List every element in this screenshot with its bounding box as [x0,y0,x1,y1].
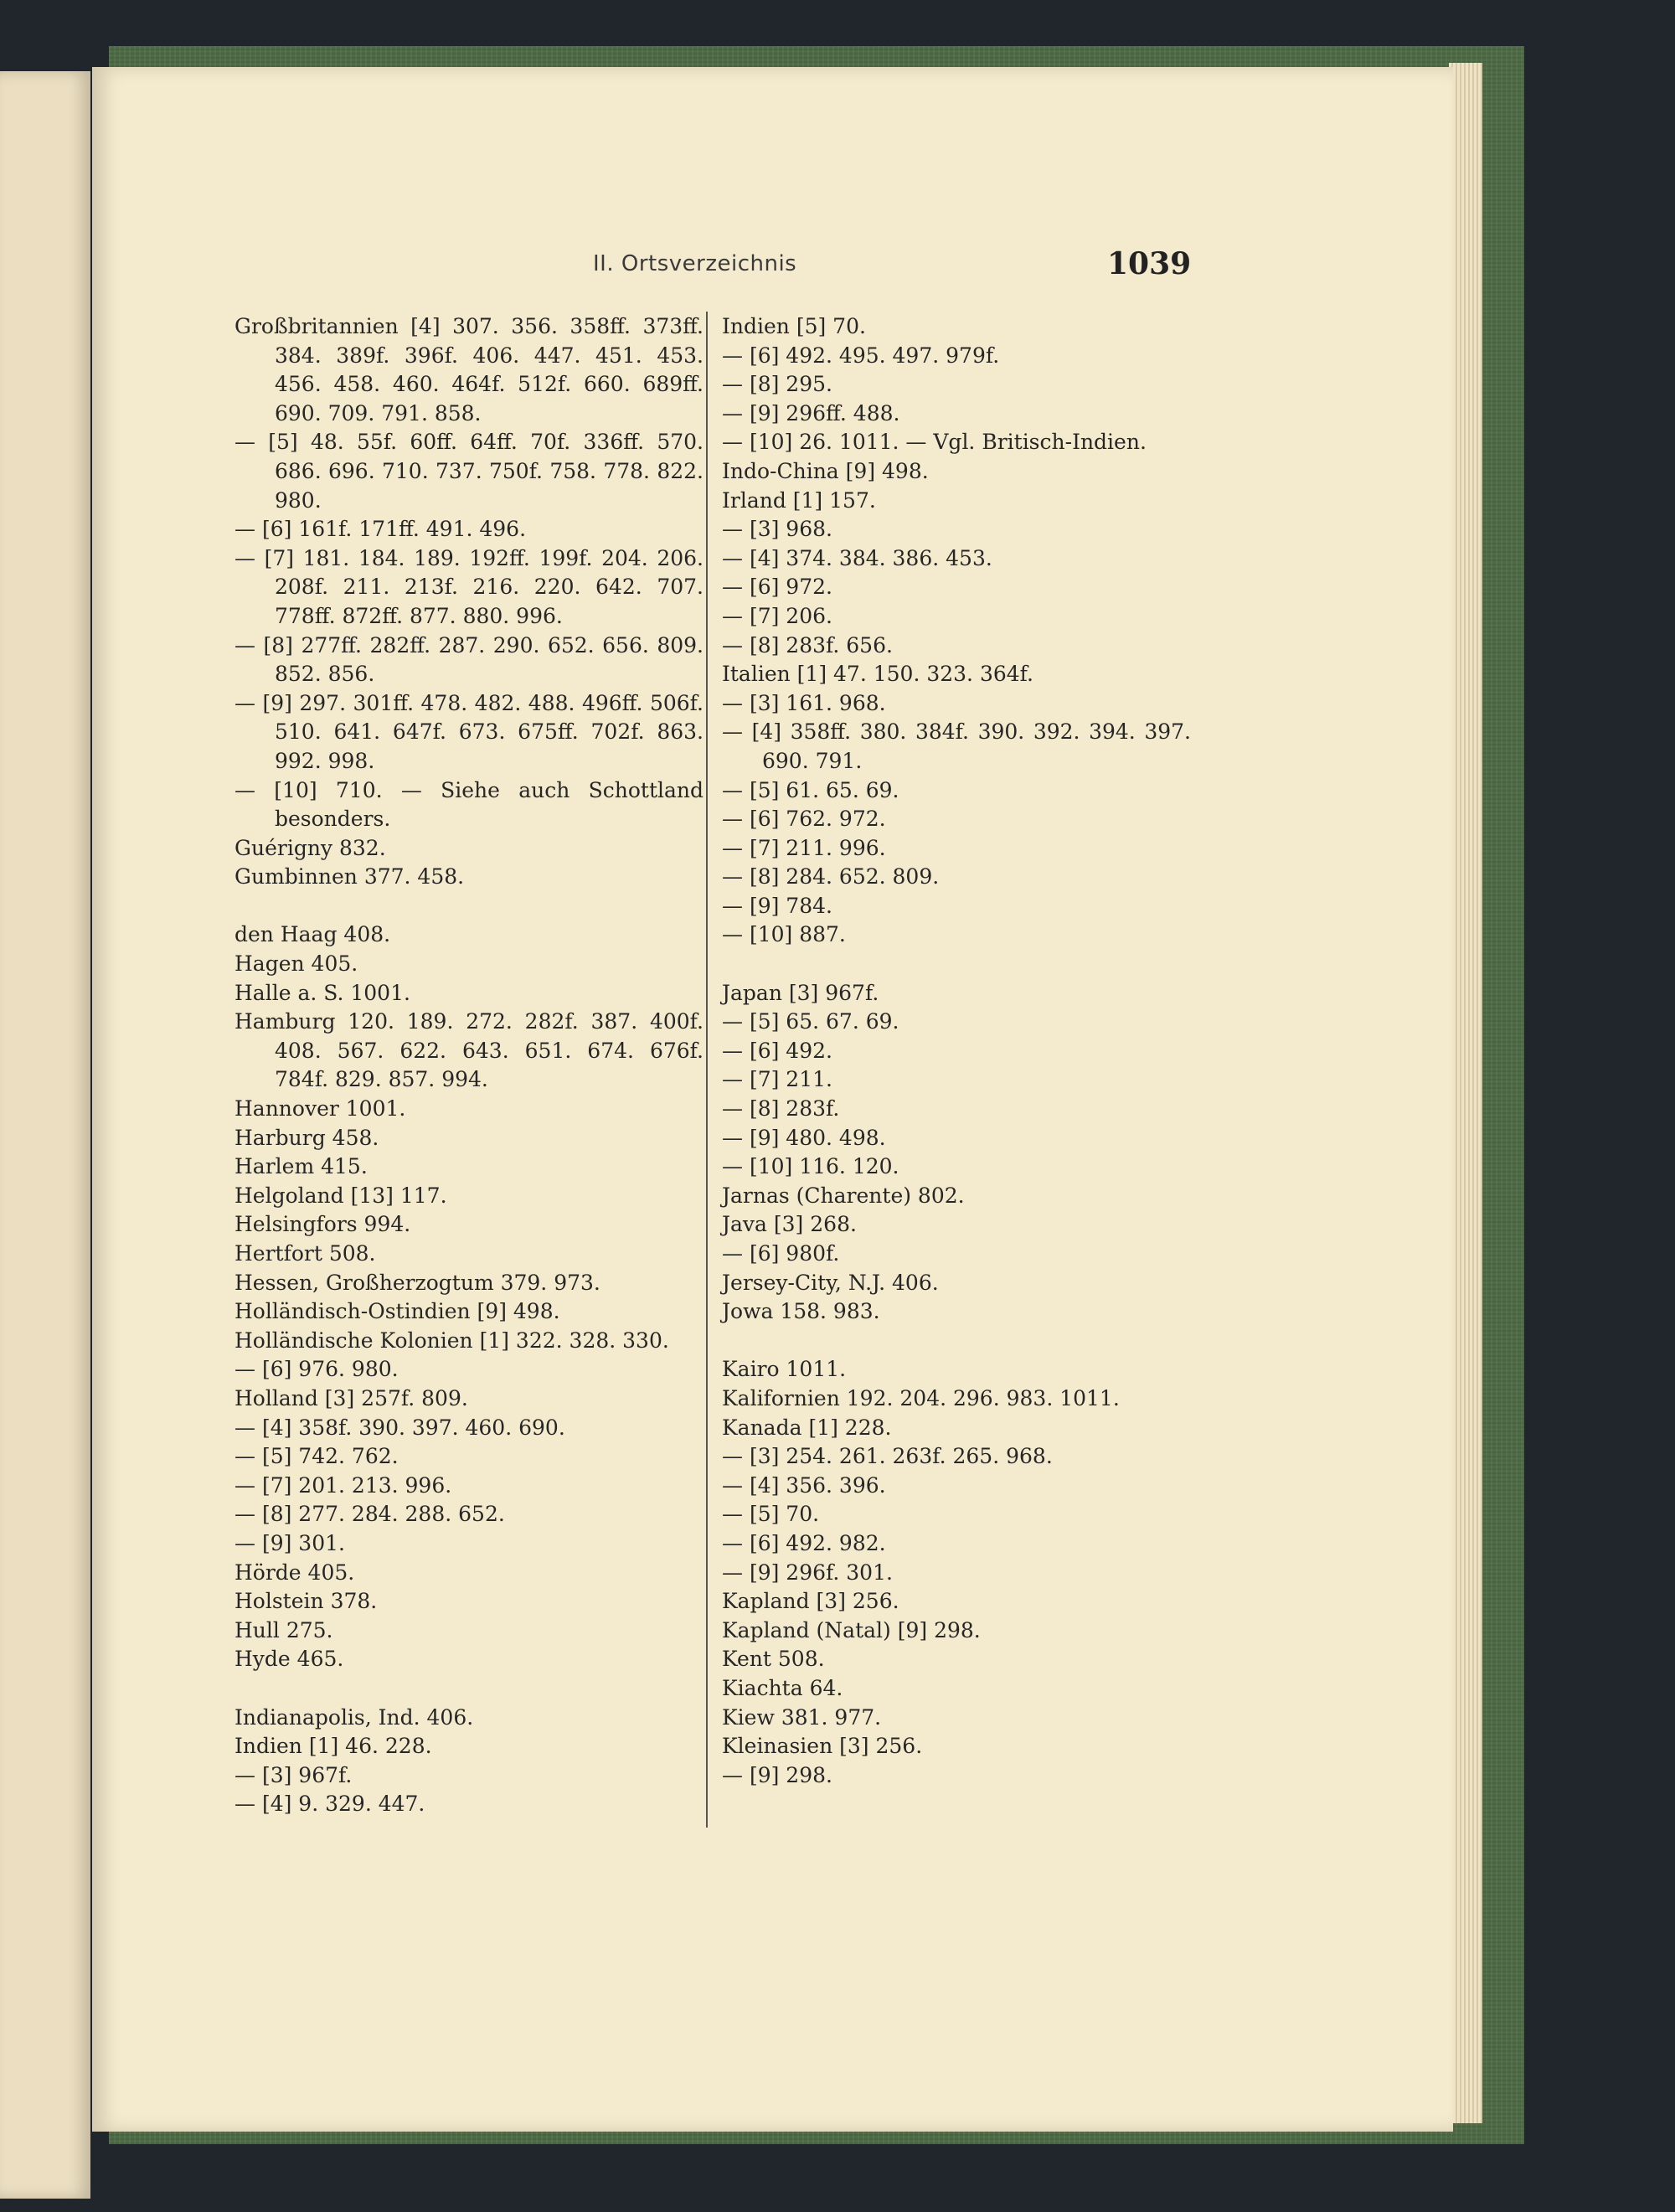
index-entry: — [6] 492. 495. 497. 979f. [722,343,1000,368]
index-entry: — [5] 48. 55f. 60ff. 64ff. 70f. 336ff. 570. 686. 696. 710. 737. 750f. 758. 778. 822. 980. [234,430,704,513]
index-entry: — [7] 181. 184. 189. 192ff. 199f. 204. 206. 208f. 211. 213f. 216. 220. 642. 707. 778ff. 872ff. 877. 880. 996. [234,545,704,628]
index-entry: Irland [1] 157. [722,487,876,513]
facing-page-edge [0,71,90,2199]
index-entry: — [8] 283f. 656. [722,632,893,657]
index-entry: — [5] 70. [722,1502,820,1527]
index-entry: — [4] 356. 396. [722,1472,886,1498]
index-entry: — [9] 301. [234,1530,345,1555]
left-index-column [234,312,704,1819]
index-entry: — [7] 201. 213. 996. [234,1472,452,1498]
index-entry: — [9] 298. [722,1762,832,1787]
index-entry: Kleinasien [3] 256. [722,1734,923,1759]
index-entry: — [7] 211. 996. [722,835,886,860]
index-entry: Helsingfors 994. [234,1212,411,1237]
index-entry: — [10] 710. — Siehe auch Schottland besonders. [234,777,704,832]
index-entry: — [6] 492. [722,1038,832,1063]
index-entry: — [4] 9. 329. 447. [234,1792,425,1817]
index-entry: — [8] 295. [722,372,832,397]
index-entry: — [9] 296f. 301. [722,1560,893,1585]
index-entry: Harlem 415. [234,1154,368,1179]
index-entry: — [7] 211. [722,1067,832,1092]
index-entry: Kapland (Natal) [9] 298. [722,1617,981,1642]
index-entry: Jersey-City, N.J. 406. [722,1270,939,1295]
index-entry: — [10] 116. 120. [722,1154,899,1179]
index-entry: — [8] 277. 284. 288. 652. [234,1502,505,1527]
index-entry: — [6] 972. [722,575,832,600]
index-entry: Großbritannien [4] 307. 356. 358ff. 373ff. 384. 389f. 396f. 406. 447. 451. 453. 456. 458. 460. 464f. 512f. 660. 689ff. 690. 709. 791. 858. [234,314,704,425]
index-entry: — [4] 374. 384. 386. 453. [722,545,992,570]
index-entry: — [3] 254. 261. 263f. 265. 968. [722,1444,1053,1469]
index-entry: Hyde 465. [234,1647,344,1672]
index-entry: Hamburg 120. 189. 272. 282f. 387. 400f. 408. 567. 622. 643. 651. 674. 676f. 784f. 829. 857. 994. [234,1009,704,1092]
index-entry: — [6] 976. 980. [234,1357,399,1382]
index-entry: — [8] 284. 652. 809. [722,864,940,889]
index-entry: — [6] 762. 972. [722,807,886,832]
index-entry: — [7] 206. [722,603,832,628]
index-entry: — [9] 480. 498. [722,1125,886,1150]
index-entry: Harburg 458. [234,1125,379,1150]
index-entry: Indien [1] 46. 228. [234,1734,432,1759]
index-entry: Jowa 158. 983. [722,1299,880,1324]
index-entry: — [3] 968. [722,517,832,542]
column-divider [706,312,708,1828]
index-entry: Hörde 405. [234,1560,355,1585]
index-entry: — [9] 296ff. 488. [722,400,900,425]
index-entry: — [6] 980f. [722,1241,840,1266]
index-entry: — [6] 492. 982. [722,1530,886,1555]
page-edges [1449,63,1482,2123]
index-entry: — [9] 784. [722,893,832,918]
index-entry: — [3] 161. 968. [722,690,886,715]
index-entry: Helgoland [13] 117. [234,1183,447,1208]
index-entry: — [5] 61. 65. 69. [722,777,899,802]
index-entry: — [9] 297. 301ff. 478. 482. 488. 496ff. 506f. 510. 641. 647f. 673. 675ff. 702f. 863. 992. 998. [234,690,704,773]
index-entry: Kent 508. [722,1647,825,1672]
index-entry: Holländisch-Ostindien [9] 498. [234,1299,560,1324]
index-entry: — [10] 26. 1011. — Vgl. Britisch-Indien. [722,430,1147,455]
page-number: 1039 [1107,246,1192,281]
index-entry: Holländische Kolonien [1] 322. 328. 330. [234,1328,669,1353]
index-entry: — [10] 887. [722,922,846,947]
index-entry: Gumbinnen 377. 458. [234,864,465,889]
index-entry: — [6] 161f. 171ff. 491. 496. [234,517,527,542]
index-entry: Italien [1] 47. 150. 323. 364f. [722,662,1033,687]
index-entry: Japan [3] 967f. [722,980,879,1005]
index-entry: Java [3] 268. [722,1212,857,1237]
index-entry: Kiachta 64. [722,1675,843,1700]
index-entry: Kanada [1] 228. [722,1415,892,1440]
index-entry: Indianapolis, Ind. 406. [234,1704,474,1730]
index-entry: Holstein 378. [234,1589,378,1614]
running-head: II. Ortsverzeichnis [593,251,797,276]
index-entry: den Haag 408. [234,922,391,947]
index-entry: Guérigny 832. [234,835,386,860]
index-entry: — [3] 967f. [234,1762,353,1787]
index-entry: Jarnas (Charente) 802. [722,1183,965,1208]
index-entry: Indien [5] 70. [722,314,866,338]
index-entry: Hannover 1001. [234,1096,406,1121]
index-entry: Kairo 1011. [722,1357,847,1382]
index-entry: Kapland [3] 256. [722,1589,899,1614]
index-entry: — [8] 277ff. 282ff. 287. 290. 652. 656. 809. 852. 856. [234,632,704,687]
index-entry: — [8] 283f. [722,1096,840,1121]
index-entry: Hull 275. [234,1617,333,1642]
index-entry: Kalifornien 192. 204. 296. 983. 1011. [722,1385,1120,1410]
index-entry: Kiew 381. 977. [722,1704,882,1730]
index-entry: Hertfort 508. [234,1241,376,1266]
index-entry: Halle a. S. 1001. [234,980,410,1005]
index-entry: Hessen, Großherzogtum 379. 973. [234,1270,600,1295]
right-index-column [722,312,1191,1790]
index-entry: — [4] 358f. 390. 397. 460. 690. [234,1415,565,1440]
index-entry: — [5] 742. 762. [234,1444,399,1469]
index-entry: — [4] 358ff. 380. 384f. 390. 392. 394. 397. 690. 791. [722,719,1191,773]
index-entry: Indo-China [9] 498. [722,458,929,483]
index-entry: Holland [3] 257f. 809. [234,1385,468,1410]
index-entry: Hagen 405. [234,951,358,977]
index-entry: — [5] 65. 67. 69. [722,1009,899,1034]
